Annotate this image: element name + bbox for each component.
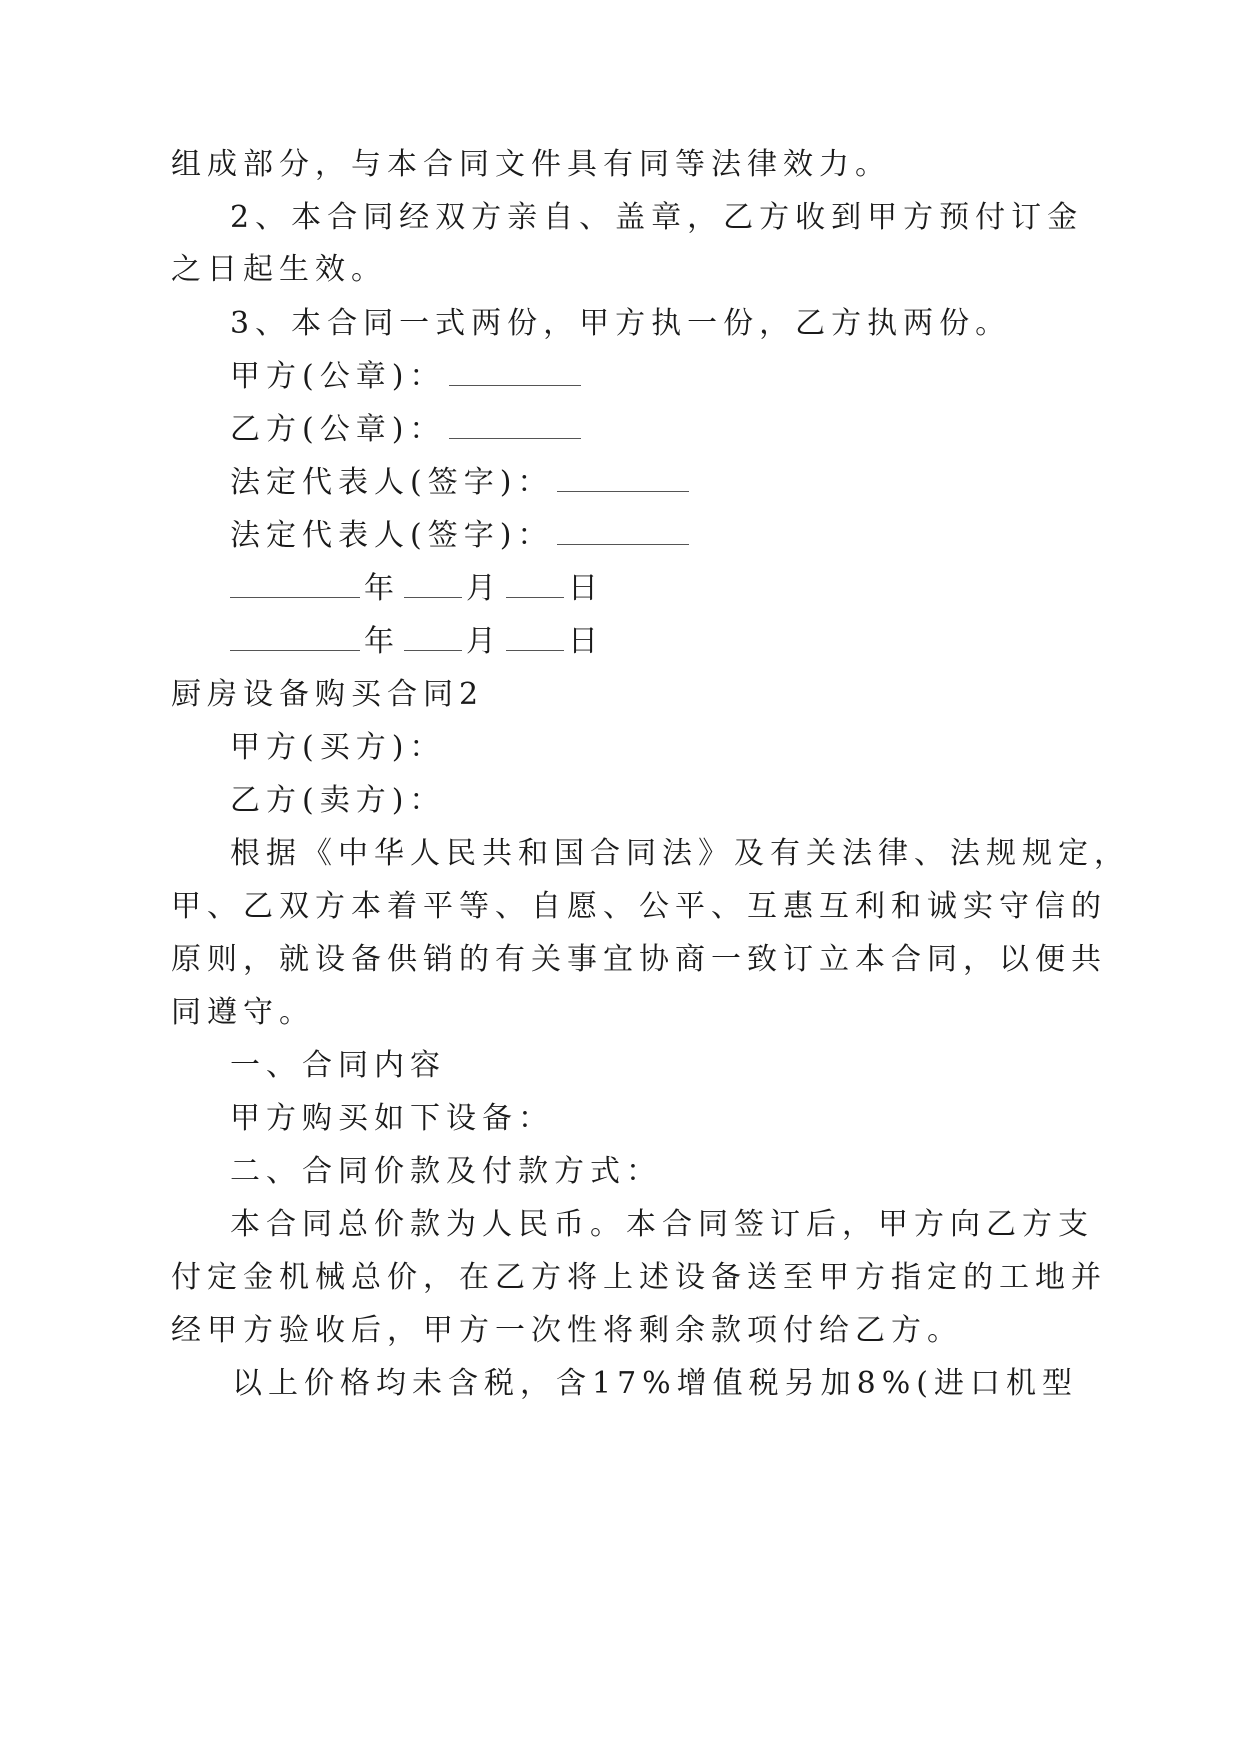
legal-rep-signature-line	[230, 516, 693, 556]
legal-rep-signature-line	[230, 463, 693, 503]
paragraph-line: 2、本合同经双方亲自、盖章，乙方收到甲方预付订金	[230, 200, 1084, 235]
date-line	[230, 622, 604, 662]
legal-rep-label: 法定代表人(签字)：	[230, 518, 554, 553]
party-a-seal-label: 甲方(公章)：	[230, 359, 446, 394]
day-label: 日	[568, 624, 604, 659]
party-b-seal-line	[230, 410, 585, 450]
seller-line: 乙方(卖方)：	[230, 783, 446, 818]
paragraph-line: 甲、乙双方本着平等、自愿、公平、互惠互利和诚实守信的	[171, 889, 1107, 924]
contract-title: 厨房设备购买合同2	[171, 677, 485, 712]
signature-blank	[557, 518, 689, 545]
section-heading: 一、合同内容	[230, 1048, 446, 1083]
section-heading: 二、合同价款及付款方式：	[230, 1154, 662, 1189]
paragraph-line: 原则，就设备供销的有关事宜协商一致订立本合同，以便共	[171, 942, 1107, 977]
paragraph-line: 同遵守。	[171, 995, 315, 1030]
paragraph-line: 付定金机械总价，在乙方将上述设备送至甲方指定的工地并	[171, 1260, 1107, 1295]
year-label: 年	[364, 571, 400, 606]
party-b-seal-label: 乙方(公章)：	[230, 412, 446, 447]
year-blank	[230, 571, 360, 598]
paragraph-line: 本合同总价款为人民币。本合同签订后，甲方向乙方支	[230, 1207, 1094, 1242]
day-blank	[506, 624, 564, 651]
signature-blank	[449, 412, 581, 439]
party-a-seal-line	[230, 357, 585, 397]
buyer-line: 甲方(买方)：	[230, 730, 446, 765]
paragraph-line: 3、本合同一式两份，甲方执一份，乙方执两份。	[230, 306, 1012, 341]
paragraph-line: 以上价格均未含税，含17%增值税另加8%(进口机型	[232, 1366, 1078, 1401]
month-blank	[404, 624, 462, 651]
paragraph-line: 经甲方验收后，甲方一次性将剩余款项付给乙方。	[171, 1313, 963, 1348]
day-blank	[506, 571, 564, 598]
paragraph-line: 根据《中华人民共和国合同法》及有关法律、法规规定，	[230, 836, 1130, 871]
signature-blank	[449, 359, 581, 386]
month-label: 月	[466, 624, 502, 659]
paragraph-line: 组成部分，与本合同文件具有同等法律效力。	[171, 147, 891, 182]
paragraph-line: 甲方购买如下设备：	[230, 1101, 554, 1136]
day-label: 日	[568, 571, 604, 606]
signature-blank	[557, 465, 689, 492]
year-blank	[230, 624, 360, 651]
year-label: 年	[364, 624, 400, 659]
paragraph-line: 之日起生效。	[171, 252, 387, 287]
date-line	[230, 569, 604, 609]
month-label: 月	[466, 571, 502, 606]
legal-rep-label: 法定代表人(签字)：	[230, 465, 554, 500]
month-blank	[404, 571, 462, 598]
